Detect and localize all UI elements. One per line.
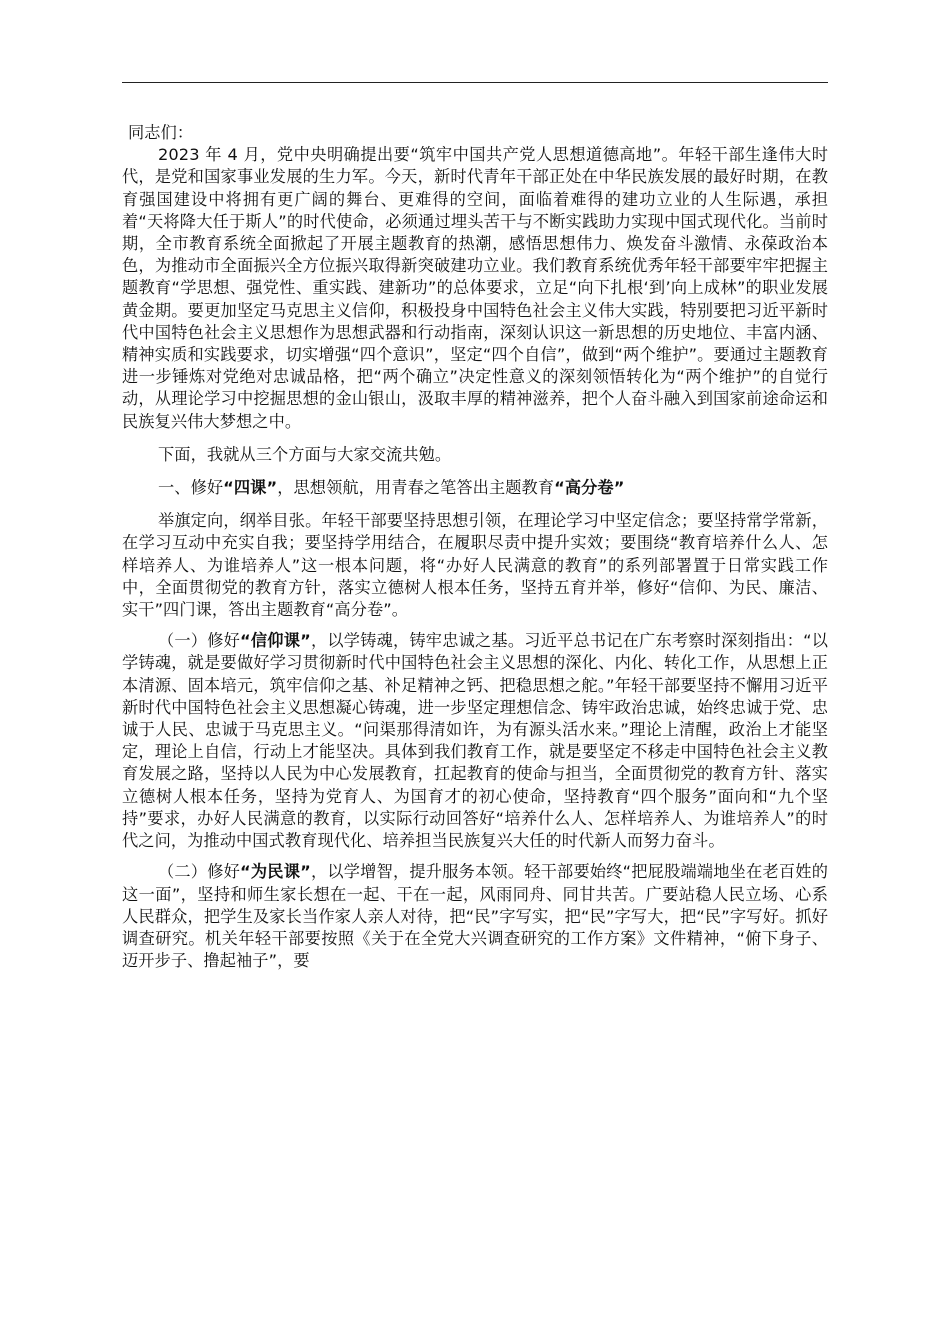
subsection-bold-term: “信仰课” xyxy=(240,631,311,651)
document-body xyxy=(122,122,828,972)
paragraph-intro: 2023 年 4 月，党中央明确提出要“筑牢中国共产党人思想道德高地”。年轻干部生逢伟大时代，是党和国家事业发展的生力军。今天，新时代青年干部正处在中华民族发展的最好时期，在教育强国建设中将拥有更广阔的舞台、更难得的空间，面临着难得的建功立业的人生际遇，承担着“天将降大任于斯人”的时代使命，必须通过埋头苦干与不断实践助力实现中国式现代化。当前时期，全市教育系统全面掀起了开展主题教育的热潮，感悟思想伟力、焕发奋斗激情、永葆政治本色，为推动市全面振兴全方位振兴取得新突破建功立业。我们教育系统优秀年轻干部要牢牢把握主题教育“学思想、强党性、重实践、建新功”的总体要求，立足“向下扎根‘到’向上成林”的职业发展黄金期。要更加坚定马克思主义信仰，积极投身中国特色社会主义伟大实践，特别要把习近平新时代中国特色社会主义思想作为思想武器和行动指南，深刻认识这一新思想的历史地位、丰富内涵、精神实质和实践要求，切实增强“四个意识”，坚定“四个自信”，做到“两个维护”。要通过主题教育进一步锤炼对党绝对忠诚品格，把“两个确立”决定性意义的深刻领悟转化为“两个维护”的自觉行动，从理论学习中挖掘思想的金山银山，汲取丰厚的精神滋养，把个人奋斗融入到国家前途命运和民族复兴伟大梦想之中。 xyxy=(122,145,828,431)
subsection-text: ，以学增智，提升服务本领。轻干部要始终“把屁股端端地坐在老百姓的这一面”，坚持和师生家长想在一起、干在一起，风雨同舟、同甘共苦。广要站稳人民立场、心系人民群众，把学生及家长当作家人亲人对待，把“民”字写实，把“民”字写大，把“民”字写好。抓好调查研究。机关年轻干部要按照《关于在全党大兴调查研究的工作方案》文件精神，“俯下身子、迈开步子、撸起袖子”，要 xyxy=(122,862,828,971)
heading-bold-term-2: “高分卷” xyxy=(554,478,625,498)
subsection-people xyxy=(122,861,828,972)
header-rule xyxy=(122,82,828,83)
greeting: 同志们： xyxy=(128,123,194,142)
heading-prefix: 一、修好 xyxy=(158,478,224,498)
paragraph-transition: 下面，我就从三个方面与大家交流共勉。 xyxy=(158,444,452,464)
heading-middle: ，思想领航，用青春之笔答出主题教育 xyxy=(277,478,555,498)
subsection-prefix: （一）修好 xyxy=(158,631,241,651)
paragraph-section-1: 举旗定向，纲举目张。年轻干部要坚持思想引领，在理论学习中坚定信念；要坚持常学常新，在学习互动中充实自我；要坚持学用结合，在履职尽责中提升实效；要围绕“教育培养什么人、怎样培养人、为谁培养人”这一根本问题，将“办好人民满意的教育”的系列部署置于日常实践工作中，全面贯彻党的教育方针，落实立德树人根本任务，坚持五育并举，修好“信仰、为民、廉洁、实干”四门课，答出主题教育“高分卷”。 xyxy=(122,511,828,620)
heading-bold-term: “四课” xyxy=(223,478,278,498)
subsection-text: ，以学铸魂，铸牢忠诚之基。习近平总书记在广东考察时深刻指出：“以学铸魂，就是要做好学习贯彻新时代中国特色社会主义思想的深化、内化、转化工作，从思想上正本清源、固本培元，筑牢信仰之基、补足精神之钙、把稳思想之舵。”年轻干部要坚持不懈用习近平新时代中国特色社会主义思想凝心铸魂，进一步坚定理想信念、铸牢政治忠诚，始终忠诚于党、忠诚于人民、忠诚于马克思主义。“问渠那得清如许，为有源头活水来。”理论上清醒，政治上才能坚定，理论上自信，行动上才能坚决。具体到我们教育工作，就是要坚定不移走中国特色社会主义教育发展之路，坚持以人民为中心发展教育，扛起教育的使命与担当，全面贯彻党的教育方针、落实立德树人根本任务，坚持为党育人、为国育才的初心使命，坚持教育“四个服务”面向和“九个坚持”要求，办好人民满意的教育，以实际行动回答好“培养什么人、怎样培养人、为谁培养人”的时代之问，为推动中国式教育现代化、培养担当民族复兴大任的时代新人而努力奋斗。 xyxy=(122,631,828,851)
subsection-faith xyxy=(122,630,828,852)
subsection-prefix: （二）修好 xyxy=(158,862,241,882)
section-heading-1 xyxy=(122,477,828,499)
subsection-bold-term: “为民课” xyxy=(240,862,311,882)
